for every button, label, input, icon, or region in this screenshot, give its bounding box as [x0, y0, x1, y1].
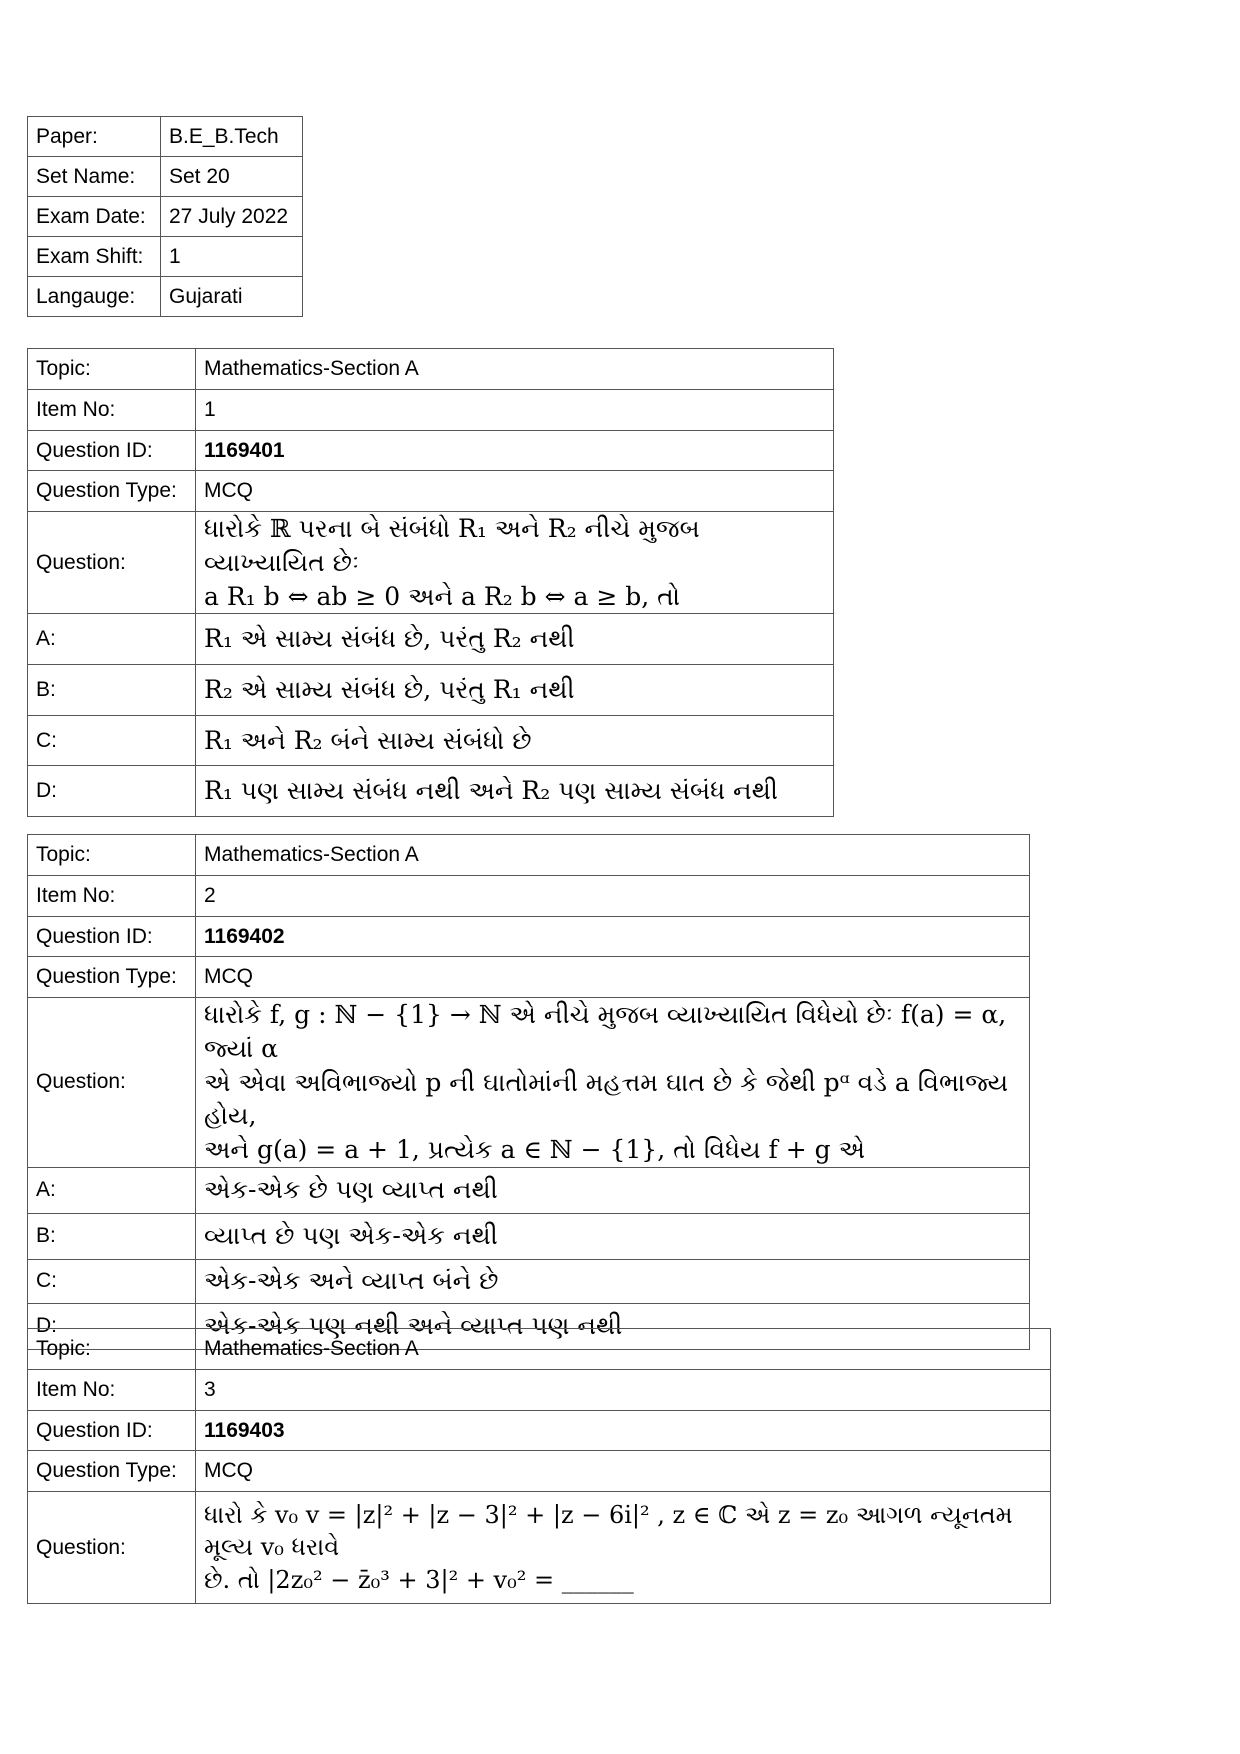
exam-shift-row	[28, 237, 303, 277]
question-type-row	[28, 471, 834, 512]
item-no-row	[28, 1370, 1051, 1411]
question-id-row	[28, 1411, 1051, 1451]
question-line: ધારો કે v₀ v = |z|² + |z − 3|² + |z − 6i|² , z ∈ ℂ એ z = z₀ આગળ ન્યૂનતમ મૂલ્ય v₀ ધરાવે	[204, 1500, 1013, 1562]
question-table-2	[27, 834, 1030, 1350]
option-b-text: વ્યાપ્ત છે પણ એક-એક નથી	[196, 1213, 1030, 1259]
item-no-value: 3	[196, 1370, 1051, 1411]
topic-row	[28, 349, 834, 390]
topic-label: Topic:	[28, 835, 196, 876]
question-text	[196, 998, 1030, 1168]
question-id-label: Question ID:	[28, 917, 196, 957]
paper-value: B.E_B.Tech	[161, 117, 303, 157]
question-label: Question:	[28, 998, 196, 1168]
question-id-row	[28, 431, 834, 471]
question-line: ધારોકે f, g : ℕ − {1} → ℕ એ નીચે મુજબ વ્યાખ્યાયિત વિધેયો છેઃ f(a) = α, જ્યાં α	[204, 1000, 1007, 1063]
question-row	[28, 998, 1030, 1168]
option-b-label: B:	[28, 665, 196, 716]
question-text	[196, 512, 834, 614]
topic-value: Mathematics-Section A	[196, 835, 1030, 876]
topic-value: Mathematics-Section A	[196, 349, 834, 390]
question-label: Question:	[28, 512, 196, 614]
question-type-value: MCQ	[196, 957, 1030, 998]
option-d-label: D:	[28, 1303, 196, 1349]
option-a-row	[28, 614, 834, 665]
question-id-cell	[196, 917, 1030, 957]
option-a-text: R₁ એ સામ્ય સંબંધ છે, પરંતુ R₂ નથી	[196, 614, 834, 665]
item-no-label: Item No:	[28, 390, 196, 431]
question-label: Question:	[28, 1492, 196, 1604]
topic-row	[28, 835, 1030, 876]
question-type-value: MCQ	[196, 471, 834, 512]
option-c-row	[28, 716, 834, 766]
option-b-row	[28, 665, 834, 716]
option-b-row	[28, 1213, 1030, 1259]
option-b-text: R₂ એ સામ્ય સંબંધ છે, પરંતુ R₁ નથી	[196, 665, 834, 716]
option-a-label: A:	[28, 1167, 196, 1213]
question-id-cell	[196, 1411, 1051, 1451]
question-line: ધારોકે ℝ પરના બે સંબંધો R₁ અને R₂ નીચે મુજબ વ્યાખ્યાયિત છેઃ	[204, 514, 700, 577]
language-row	[28, 277, 303, 317]
question-type-label: Question Type:	[28, 1451, 196, 1492]
option-a-text: એક-એક છે પણ વ્યાપ્ત નથી	[196, 1167, 1030, 1213]
language-value: Gujarati	[161, 277, 303, 317]
question-row	[28, 1492, 1051, 1604]
item-no-value: 1	[196, 390, 834, 431]
language-label: Langauge:	[28, 277, 161, 317]
set-name-value: Set 20	[161, 157, 303, 197]
item-no-row	[28, 390, 834, 431]
item-no-label: Item No:	[28, 876, 196, 917]
question-line: છે. તો |2z₀² − z̄₀³ + 3|² + v₀² = ______	[204, 1565, 634, 1594]
question-id-row	[28, 917, 1030, 957]
set-name-label: Set Name:	[28, 157, 161, 197]
option-b-label: B:	[28, 1213, 196, 1259]
paper-label: Paper:	[28, 117, 161, 157]
topic-label: Topic:	[28, 1329, 196, 1370]
set-name-row	[28, 157, 303, 197]
question-id-value: 1169402	[204, 924, 285, 948]
question-type-row	[28, 957, 1030, 998]
option-d-label: D:	[28, 766, 196, 817]
paper-info-table	[27, 116, 303, 317]
topic-row	[28, 1329, 1051, 1370]
topic-value: Mathematics-Section A	[196, 1329, 1051, 1370]
item-no-value: 2	[196, 876, 1030, 917]
option-c-row	[28, 1259, 1030, 1303]
option-c-text: એક-એક અને વ્યાપ્ત બંને છે	[196, 1259, 1030, 1303]
question-id-label: Question ID:	[28, 1411, 196, 1451]
exam-shift-label: Exam Shift:	[28, 237, 161, 277]
exam-date-row	[28, 197, 303, 237]
question-id-label: Question ID:	[28, 431, 196, 471]
exam-date-label: Exam Date:	[28, 197, 161, 237]
question-line: અને g(a) = a + 1, પ્રત્યેક a ∈ ℕ − {1}, તો વિધેય f + g એ	[204, 1135, 865, 1164]
option-a-label: A:	[28, 614, 196, 665]
question-id-value: 1169403	[204, 1418, 285, 1442]
question-type-label: Question Type:	[28, 957, 196, 998]
paper-row	[28, 117, 303, 157]
question-row	[28, 512, 834, 614]
question-id-value: 1169401	[204, 438, 285, 462]
question-line: એ એવા અવિભાજ્યો p ની ઘાતોમાંની મહત્તમ ઘાત છે કે જેથી pᵅ વડે a વિભાજ્ય હોય,	[204, 1067, 1009, 1131]
item-no-row	[28, 876, 1030, 917]
option-d-row	[28, 766, 834, 817]
question-text	[196, 1492, 1051, 1604]
exam-date-value: 27 July 2022	[161, 197, 303, 237]
option-c-label: C:	[28, 1259, 196, 1303]
question-type-label: Question Type:	[28, 471, 196, 512]
option-c-label: C:	[28, 716, 196, 766]
question-table-1	[27, 348, 834, 817]
topic-label: Topic:	[28, 349, 196, 390]
option-d-text: એક-એક પણ નથી અને વ્યાપ્ત પણ નથી	[196, 1303, 1030, 1349]
exam-shift-value: 1	[161, 237, 303, 277]
option-c-text: R₁ અને R₂ બંને સામ્ય સંબંધો છે	[196, 716, 834, 766]
question-type-row	[28, 1451, 1051, 1492]
question-id-cell	[196, 431, 834, 471]
option-d-text: R₁ પણ સામ્ય સંબંધ નથી અને R₂ પણ સામ્ય સંબંધ નથી	[196, 766, 834, 817]
option-a-row	[28, 1167, 1030, 1213]
question-type-value: MCQ	[196, 1451, 1051, 1492]
question-line: a R₁ b ⇔ ab ≥ 0 અને a R₂ b ⇔ a ≥ b, તો	[204, 581, 680, 611]
question-table-3	[27, 1328, 1051, 1604]
item-no-label: Item No:	[28, 1370, 196, 1411]
